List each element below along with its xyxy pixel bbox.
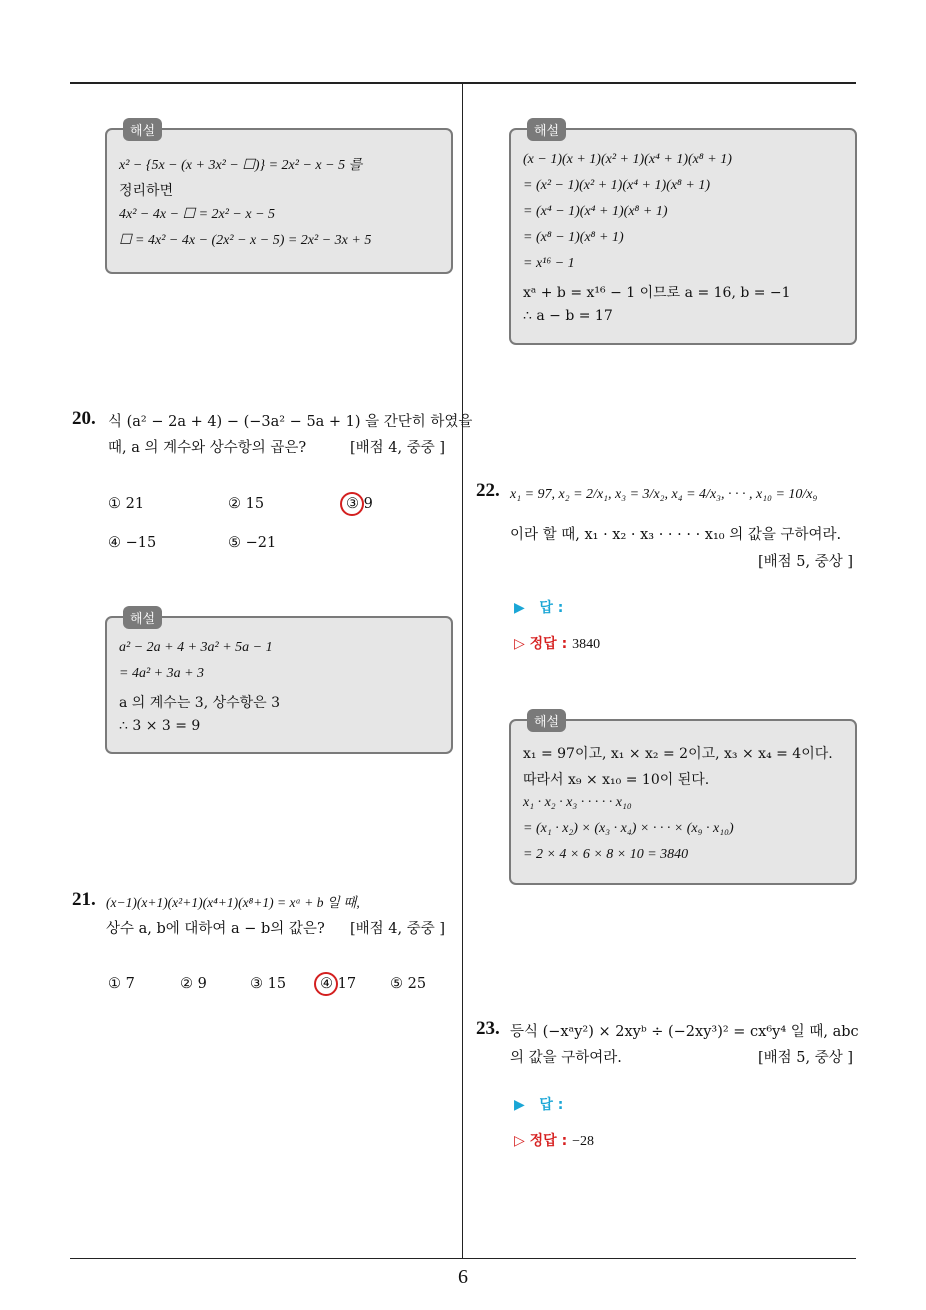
question-score: [배점 5, 중상 ] [758, 1050, 854, 1066]
option-5[interactable]: ⑤ 25 [390, 976, 427, 992]
solution-line: 따라서 x₉ × x₁₀ = 10이 된다. [523, 772, 710, 788]
answer-input-row[interactable] [514, 1094, 563, 1114]
solution-line: a 의 계수는 3, 상수항은 3 [119, 695, 281, 711]
solution-line: xᵃ + b = x¹⁶ − 1 이므로 a = 16, b = −1 [523, 285, 791, 301]
solution-line: = (x² − 1)(x² + 1)(x⁴ + 1)(x⁸ + 1) [523, 178, 711, 193]
solution-line: a² − 2a + 4 + 3a² + 5a − 1 [119, 640, 273, 655]
question-text: 이라 할 때, x₁ · x₂ · x₃ · · · · · x₁₀ 의 값을 구하여라. [510, 527, 842, 543]
question-text: 등식 (−xᵃy²) × 2xyᵇ ÷ (−2xy³)² = cx⁶y⁴ 일 때, abc [510, 1024, 859, 1040]
correct-label: 정답 : [529, 1133, 568, 1149]
solution-line: x₁ · x₂ · x₃ · · · · · x₁₀ [523, 795, 632, 810]
selected-answer-mark [340, 492, 364, 516]
solution-line: x₁ = 97이고, x₁ × x₂ = 2이고, x₃ × x₄ = 4이다. [523, 746, 833, 762]
solution-line: = (x⁴ − 1)(x⁴ + 1)(x⁸ + 1) [523, 204, 668, 219]
solution-line: ∴ a − b = 17 [523, 308, 613, 324]
correct-answer-row [514, 1130, 594, 1150]
top-rule [70, 82, 856, 84]
answer-label: 답 : [539, 1097, 564, 1113]
correct-label: 정답 : [529, 636, 568, 652]
option-4[interactable]: ④ 17 [320, 976, 357, 992]
option-4[interactable]: ④ −15 [108, 535, 157, 551]
question-text: 의 값을 구하여라. [510, 1050, 622, 1066]
option-3[interactable]: ③ 9 [346, 496, 373, 512]
option-2[interactable]: ② 15 [228, 496, 265, 512]
solution-tag: 해설 [123, 118, 162, 141]
option-3[interactable]: ③ 15 [250, 976, 287, 992]
option-1[interactable]: ① 7 [108, 976, 135, 992]
question-number: 23. [476, 1018, 500, 1039]
correct-answer-row [514, 633, 600, 653]
solution-line: ∴ 3 × 3 = 9 [119, 718, 201, 734]
bottom-rule [70, 1258, 856, 1259]
question-text: x₁ = 97, x₂ = 2/x₁, x₃ = 3/x₂, x₄ = 4/x₃, · · · , x₁₀ = 10/x₉ [510, 487, 818, 502]
solution-box-19 [105, 124, 453, 274]
question-text: 식 (a² − 2a + 4) − (−3a² − 5a + 1) 을 간단히 하였을 [108, 414, 473, 430]
question-text: 상수 a, b에 대하여 a − b의 값은? [106, 921, 325, 937]
solution-line: = 2 × 4 × 6 × 8 × 10 = 3840 [523, 847, 689, 862]
option-1[interactable]: ① 21 [108, 496, 145, 512]
question-text: 때, a 의 계수와 상수항의 곱은? [108, 440, 307, 456]
question-number: 20. [72, 408, 96, 429]
answer-label: 답 : [539, 600, 564, 616]
page-number: 6 [458, 1266, 468, 1288]
solution-tag: 해설 [123, 606, 162, 629]
solution-line: ☐ = 4x² − 4x − (2x² − x − 5) = 2x² − 3x + 5 [119, 233, 372, 248]
solution-line: = 4a² + 3a + 3 [119, 666, 205, 681]
solution-tag: 해설 [527, 709, 566, 732]
selected-answer-mark [314, 972, 338, 996]
solution-line: (x − 1)(x + 1)(x² + 1)(x⁴ + 1)(x⁸ + 1) [523, 152, 732, 167]
question-text: (x−1)(x+1)(x²+1)(x⁴+1)(x⁸+1) = xᵃ + b 일 때, [106, 895, 360, 910]
answer-input-row[interactable] [514, 597, 563, 617]
option-5[interactable]: ⑤ −21 [228, 535, 277, 551]
play-outline-icon: ▷ [514, 1133, 525, 1149]
question-score: [배점 4, 중중 ] [350, 921, 446, 937]
play-outline-icon: ▷ [514, 636, 525, 652]
solution-line: 4x² − 4x − ☐ = 2x² − x − 5 [119, 207, 276, 222]
correct-value: −28 [572, 1134, 594, 1149]
solution-tag: 해설 [527, 118, 566, 141]
correct-value: 3840 [572, 637, 601, 652]
play-icon: ▶ [514, 1097, 525, 1113]
solution-line: x² − {5x − (x + 3x² − ☐)} = 2x² − x − 5 를 [119, 158, 363, 173]
solution-line: = x¹⁶ − 1 [523, 256, 575, 271]
option-2[interactable]: ② 9 [180, 976, 207, 992]
column-divider [462, 84, 463, 1258]
question-number: 21. [72, 889, 96, 910]
question-score: [배점 5, 중상 ] [758, 554, 854, 570]
solution-box-20 [105, 612, 453, 754]
question-score: [배점 4, 중중 ] [350, 440, 446, 456]
question-number: 22. [476, 480, 500, 501]
solution-line: = (x₁ · x₂) × (x₃ · x₄) × · · · × (x₉ · x₁₀) [523, 821, 734, 836]
solution-box-21 [509, 124, 857, 345]
solution-box-22 [509, 715, 857, 885]
solution-line: 정리하면 [119, 183, 174, 199]
play-icon: ▶ [514, 600, 525, 616]
solution-line: = (x⁸ − 1)(x⁸ + 1) [523, 230, 624, 245]
